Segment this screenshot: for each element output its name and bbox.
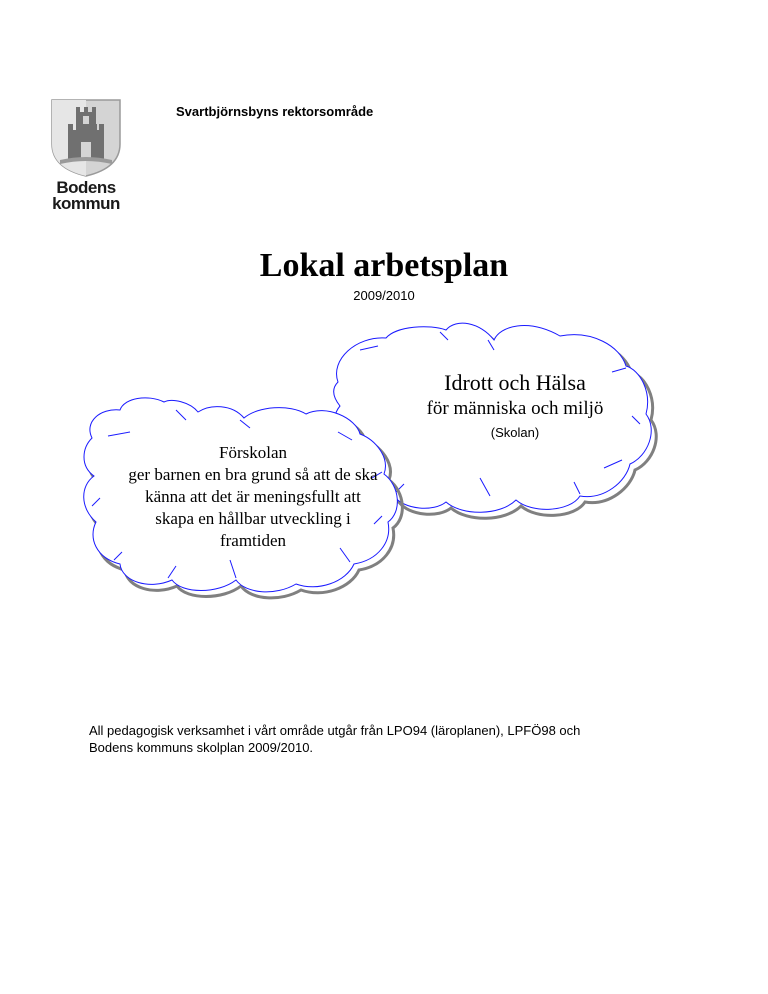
organization-name: Svartbjörnsbyns rektorsområde xyxy=(176,104,374,119)
logo-text-line1: Bodens xyxy=(56,178,116,197)
footer-paragraph xyxy=(89,722,689,756)
left-cloud-line: ger barnen en bra grund så att de ska xyxy=(128,465,378,484)
logo-text-line2: kommun xyxy=(52,194,120,213)
left-cloud-line: framtiden xyxy=(219,531,287,550)
right-cloud-note: (Skolan) xyxy=(490,425,540,440)
right-cloud-subtitle: för människa och miljö xyxy=(426,398,604,419)
document-title: Lokal arbetsplan xyxy=(259,247,509,284)
left-cloud-text xyxy=(96,442,410,552)
left-cloud-line: skapa en hållbar utveckling i xyxy=(155,509,351,528)
left-cloud-line: Förskolan xyxy=(219,443,287,462)
document-year: 2009/2010 xyxy=(353,288,415,303)
footer-line: All pedagogisk verksamhet i vårt område utgår från LPO94 (läroplanen), LPFÖ98 och xyxy=(89,723,581,738)
right-cloud-title: Idrott och Hälsa xyxy=(444,370,586,395)
footer-line: Bodens kommuns skolplan 2009/2010. xyxy=(89,740,314,755)
left-cloud-line: känna att det är meningsfullt att xyxy=(145,487,361,506)
